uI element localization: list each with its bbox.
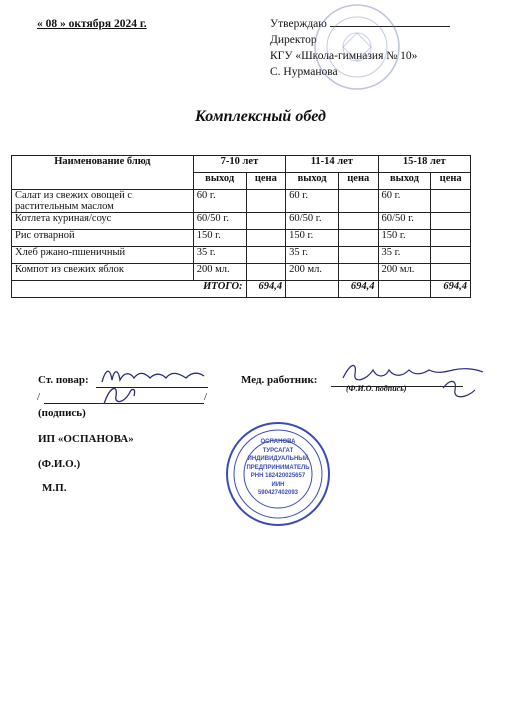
portion: 60/50 г.	[193, 213, 246, 230]
stamp-line: ПРЕДПРИНИМАТЕЛЬ	[246, 464, 310, 471]
col-name-header: Наименование блюд	[12, 156, 194, 190]
dish-name: Компот из свежих яблок	[12, 264, 194, 281]
portion: 150 г.	[286, 230, 339, 247]
portion: 60 г.	[286, 190, 339, 213]
dish-name: Рис отварной	[12, 230, 194, 247]
table-row	[12, 264, 471, 281]
slash-left: /	[37, 391, 41, 403]
med-signature	[333, 360, 493, 404]
approval-line-3: КГУ «Школа-гимназия № 10»	[270, 50, 418, 62]
school-stamp	[312, 2, 402, 92]
table-row	[12, 190, 471, 213]
approval-line-1: Утверждаю	[270, 16, 450, 32]
total-label: ИТОГО:	[12, 281, 247, 298]
table-header-row	[12, 156, 471, 173]
portion: 200 мл.	[378, 264, 431, 281]
total-value: 694,4	[246, 281, 286, 298]
stamp-line: РНН 182420025657	[250, 473, 306, 479]
menu-table	[11, 155, 471, 298]
cook-label: Ст. повар:	[38, 374, 89, 386]
document-date: « 08 » октября 2024 г.	[37, 18, 147, 30]
sub-header: цена	[431, 173, 471, 190]
approval-line-4: С. Нурманова	[270, 66, 338, 78]
group-header: 11-14 лет	[286, 156, 378, 173]
portion: 35 г.	[378, 247, 431, 264]
portion: 200 мл.	[286, 264, 339, 281]
stamp-line: ИИН	[271, 481, 285, 488]
group-header: 7-10 лет	[193, 156, 285, 173]
group-header: 15-18 лет	[378, 156, 470, 173]
table-row	[12, 213, 471, 230]
ip-stamp	[224, 420, 332, 528]
total-row	[12, 281, 471, 298]
total-value: 694,4	[431, 281, 471, 298]
portion: 60/50 г.	[378, 213, 431, 230]
page-title: Комплексный обед	[195, 108, 326, 125]
podpis-caption: (подпись)	[38, 407, 86, 419]
fio-caption: (Ф.И.О.)	[38, 458, 81, 470]
stamp-line: 590427402093	[257, 490, 299, 496]
dish-name: Салат из свежих овощей с растительным маслом	[12, 190, 194, 213]
sub-header: цена	[338, 173, 378, 190]
portion: 60/50 г.	[286, 213, 339, 230]
table-row	[12, 247, 471, 264]
portion: 150 г.	[193, 230, 246, 247]
sub-header: выход	[378, 173, 431, 190]
med-label: Мед. работник:	[241, 374, 318, 386]
stamp-line: ИНДИВИДУАЛЬНЫЙ	[247, 456, 309, 462]
dish-name: Хлеб ржано-пшеничный	[12, 247, 194, 264]
portion: 60 г.	[193, 190, 246, 213]
portion: 200 мл.	[193, 264, 246, 281]
second-signature	[100, 382, 140, 408]
stamp-line: ОСПАНОВА	[260, 439, 296, 445]
portion: 35 г.	[193, 247, 246, 264]
sub-header: выход	[286, 173, 339, 190]
table-row	[12, 230, 471, 247]
med-caption: (Ф.И.О. подпись)	[346, 384, 407, 393]
stamp-line: ТУРСАГАТ	[262, 447, 294, 454]
approval-line-2: Директор	[270, 34, 317, 46]
slash-right: /	[204, 391, 208, 403]
sub-header: цена	[246, 173, 286, 190]
portion: 60 г.	[378, 190, 431, 213]
portion: 35 г.	[286, 247, 339, 264]
ip-label: ИП «ОСПАНОВА»	[38, 433, 134, 445]
portion: 150 г.	[378, 230, 431, 247]
dish-name: Котлета куриная/соус	[12, 213, 194, 230]
total-value: 694,4	[338, 281, 378, 298]
sub-header: выход	[193, 173, 246, 190]
mp-label: М.П.	[42, 482, 67, 494]
